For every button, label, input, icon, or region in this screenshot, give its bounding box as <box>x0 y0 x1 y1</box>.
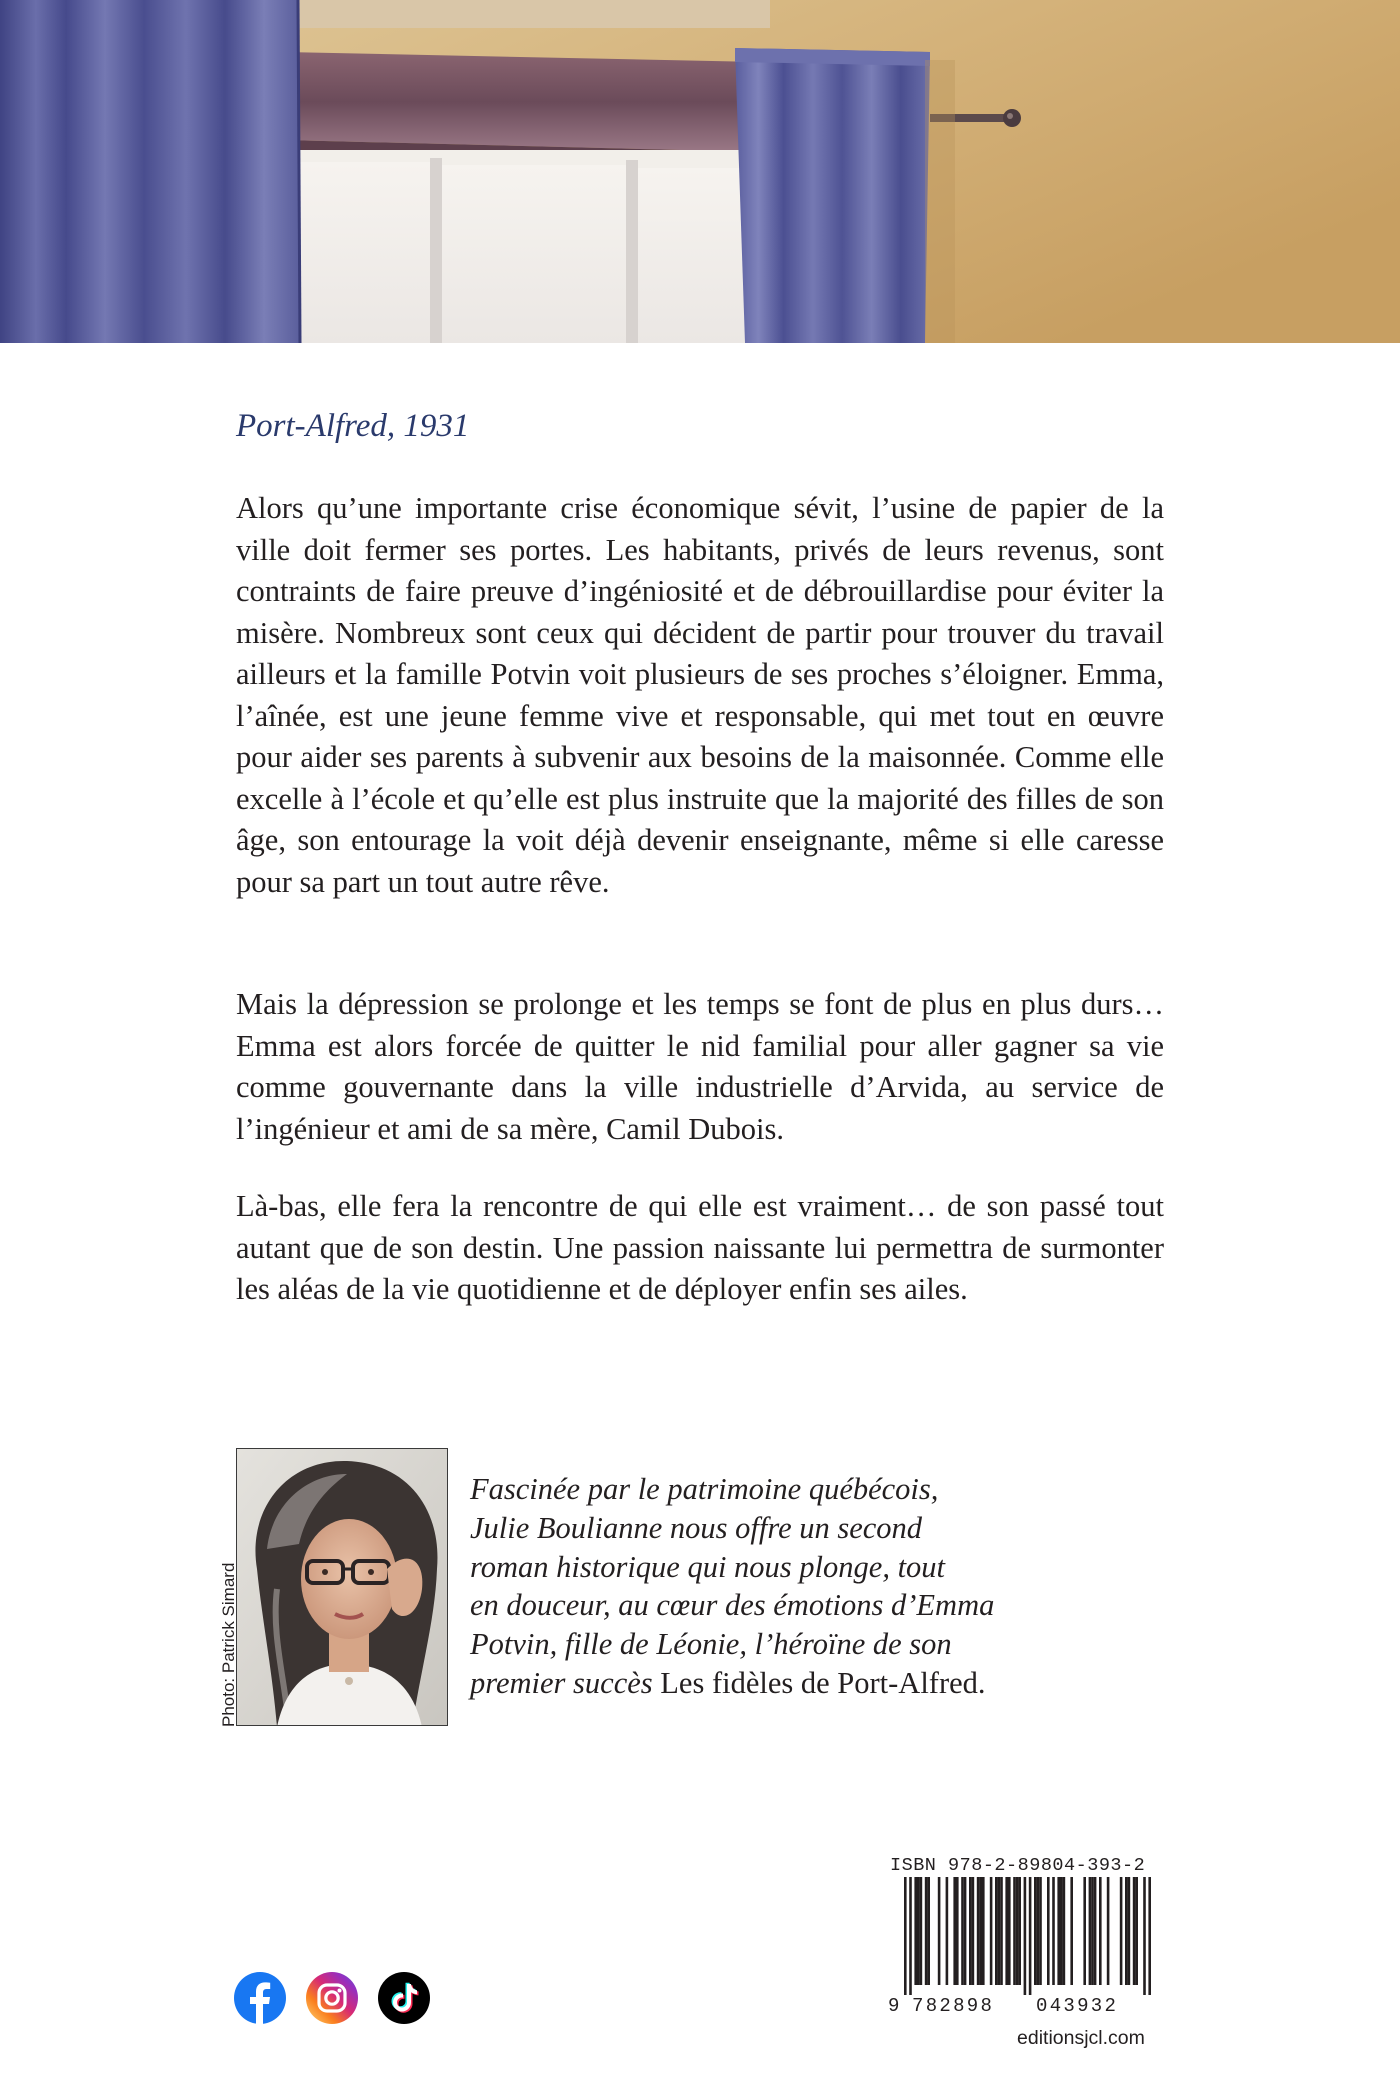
barcode-bar <box>977 1877 980 1985</box>
barcode-digit-first: 9 <box>888 1995 902 2017</box>
barcode-bar <box>1024 1877 1027 1995</box>
barcode-bar <box>1063 1877 1066 1985</box>
author-portrait <box>237 1449 448 1726</box>
barcode-bar <box>1016 1877 1019 1985</box>
instagram-icon[interactable] <box>306 1972 358 2024</box>
barcode-bar <box>1094 1877 1097 1985</box>
barcode-bar <box>1135 1877 1138 1985</box>
author-bio-line: Fascinée par le patrimoine québécois, <box>470 1472 939 1506</box>
header-illustration <box>0 0 1400 343</box>
barcode-bar <box>1052 1877 1055 1985</box>
barcode-bar <box>1107 1877 1110 1985</box>
author-bio-line: roman historique qui nous plonge, tout <box>470 1549 946 1584</box>
facebook-icon[interactable] <box>234 1972 286 2024</box>
barcode-bar <box>1120 1877 1123 1985</box>
barcode-bar <box>1000 1877 1003 1985</box>
barcode-bar <box>979 1877 982 1985</box>
barcode-bar <box>1125 1877 1128 1985</box>
photo-credit: Photo: Patrick Simard <box>219 1562 238 1727</box>
barcode-bar <box>956 1877 959 1985</box>
barcode-bar <box>938 1877 941 1985</box>
blurb-paragraph-1: Alors qu’une importante crise économique sévit, l’usine de papier de la ville doit fermer ses portes. Les habitants, privés de leurs revenus, sont contraints de faire preuve d’ingéniosité et de débrouillardise pour éviter la misère. Nombreux sont ceux qui décident de partir pour trouver du travail ailleurs et la famille Potvin voit plusieurs de ses proches s’éloigner. Emma, l’aînée, est une jeune femme vive et responsable, qui met tout en œuvre pour aider ses parents à subvenir aux besoins de la maisonnée. Comme elle excelle à l’école et qu’elle est plus instruite que la majorité des filles de son âge, son entourage la voit déjà devenir enseignante, même si elle caresse pour sa part un tout autre rêve. <box>236 491 1164 899</box>
barcode-bar <box>990 1877 993 1985</box>
tiktok-icon[interactable] <box>378 1972 430 2024</box>
barcode-bar <box>953 1877 956 1985</box>
barcode-bar <box>995 1877 998 1985</box>
barcode-bar <box>914 1877 917 1985</box>
author-bio-line: en douceur, au cœur des émotions d’Emma <box>470 1588 995 1623</box>
barcode-bar <box>1083 1877 1086 1985</box>
isbn-label: ISBN 978-2-89804-393-2 <box>890 1855 1146 1876</box>
author-bio-last-line <box>470 1664 1070 1703</box>
barcode-digit-group-right: 043932 <box>1036 1995 1119 2017</box>
barcode-bar <box>1039 1877 1042 1985</box>
barcode-bar <box>1070 1877 1073 1985</box>
barcode-bar <box>1008 1877 1011 1985</box>
barcode-bar <box>925 1877 928 1985</box>
barcode-bar <box>1148 1877 1151 1995</box>
barcode-bar <box>1018 1877 1021 1985</box>
author-bio-line: Potvin, fille de Léonie, l’héroïne de son <box>470 1627 952 1662</box>
barcode-bar <box>1128 1877 1131 1985</box>
barcode-bar <box>969 1877 972 1985</box>
barcode-bar <box>909 1877 912 1995</box>
barcode-bar <box>964 1877 967 1985</box>
barcode-bar <box>1034 1877 1037 1985</box>
author-photo <box>236 1448 448 1726</box>
barcode-bar <box>920 1877 923 1985</box>
barcode-bar <box>972 1877 975 1985</box>
barcode-bar <box>946 1877 949 1985</box>
barcode-bar <box>1060 1877 1063 1985</box>
barcode-bar <box>1005 1877 1008 1985</box>
author-bio <box>470 1470 1070 1703</box>
publisher-website[interactable]: editionsjcl.com <box>1017 2027 1145 2049</box>
barcode-digit-group-left: 782898 <box>912 1995 995 2017</box>
barcode-bar <box>917 1877 920 1985</box>
barcode-bar <box>927 1877 930 1985</box>
place-date-heading: Port-Alfred, 1931 <box>236 408 470 444</box>
barcode-bar <box>1013 1877 1016 1985</box>
barcode-bar <box>1099 1877 1102 1985</box>
blurb-paragraph-2: Mais la dépression se prolonge et les temps se font de plus en plus durs… Emma est alors forcée de quitter le nid familial pour aller gagner sa vie comme gouvernante dans la ville industrielle d’Arvida, au service de l’ingénieur et ami de sa mère, Camil Dubois. <box>236 987 1164 1146</box>
author-bio-line: Julie Boulianne nous offre un second <box>470 1510 923 1545</box>
barcode-bar <box>982 1877 985 1985</box>
barcode-bar <box>1091 1877 1094 1985</box>
previous-book-title: Les fidèles de Port-Alfred. <box>652 1665 986 1700</box>
author-bio-italic-part: premier succès <box>470 1665 653 1700</box>
barcode-bar <box>998 1877 1001 1985</box>
barcode-bar <box>904 1877 907 1995</box>
barcode-bar <box>961 1877 964 1985</box>
barcode-bar <box>1029 1877 1032 1995</box>
barcode-bar <box>1037 1877 1040 1985</box>
barcode-bar <box>1047 1877 1050 1985</box>
barcode-bar <box>1089 1877 1092 1985</box>
barcode-bar <box>1133 1877 1136 1985</box>
window-curtains-painting <box>0 0 1400 343</box>
barcode-bar <box>1057 1877 1060 1985</box>
barcode-bar <box>1143 1877 1146 1995</box>
isbn-barcode <box>890 1877 1162 1997</box>
blurb-paragraph-3: Là-bas, elle fera la rencontre de qui elle est vraiment… de son passé tout autant que de son destin. Une passion naissante lui permettra de surmonter les aléas de la vie quotidienne et de déployer enfin ses ailes. <box>236 1189 1164 1306</box>
